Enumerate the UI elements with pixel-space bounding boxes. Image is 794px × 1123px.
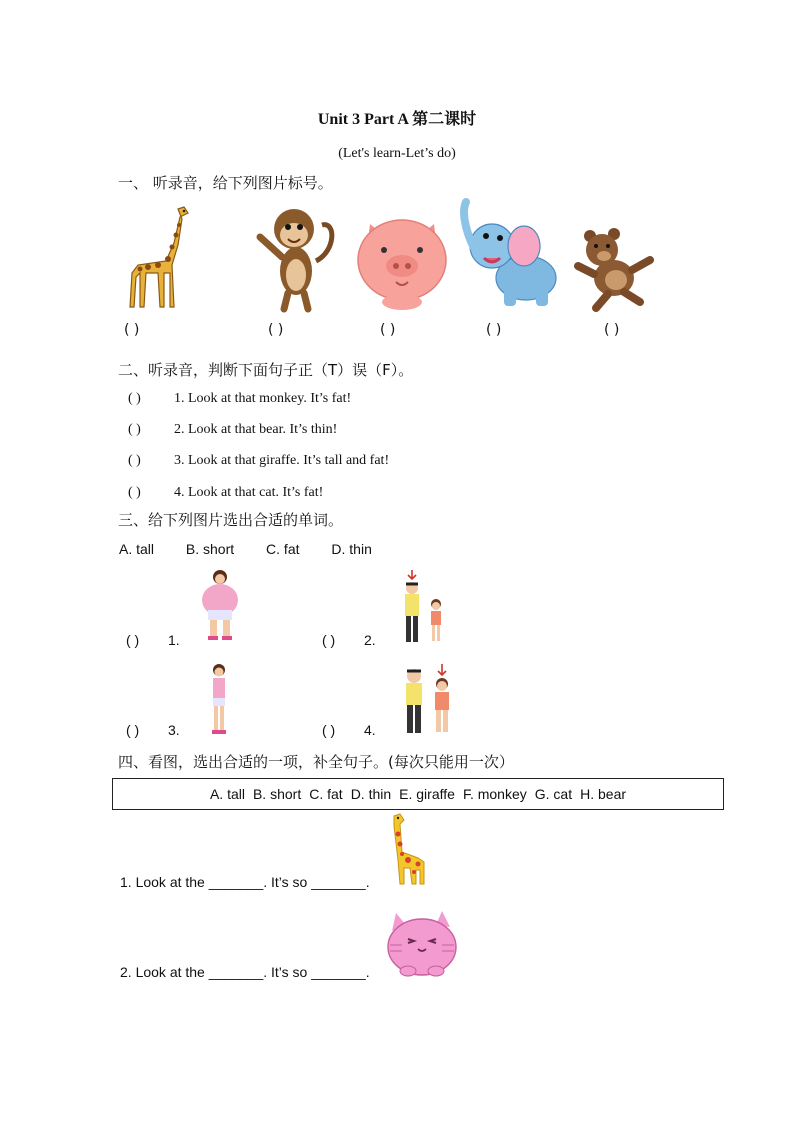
fat-woman-icon	[198, 568, 242, 642]
judge-blank[interactable]: ( )	[128, 391, 141, 406]
fill-sentence-2[interactable]: 2. Look at the _______. It’s so _______.	[120, 964, 370, 980]
word-options	[119, 541, 400, 557]
pig-icon	[356, 210, 448, 312]
cat-icon	[384, 905, 458, 977]
page-subtitle: (Let's learn-Let’s do)	[338, 146, 456, 161]
option: C. fat	[266, 541, 300, 557]
word-bank	[112, 778, 724, 810]
option: A. tall	[119, 541, 155, 557]
judge-sentence: 2. Look at that bear. It’s thin!	[174, 422, 338, 437]
bear-icon	[574, 226, 656, 312]
judge-blank[interactable]: ( )	[128, 485, 141, 500]
animal-blank-1[interactable]: ( )	[124, 322, 140, 338]
section1-heading: 一、 听录音，给下列图片标号。	[118, 174, 333, 192]
section3-heading: 三、给下列图片选出合适的单词。	[118, 511, 344, 529]
option: B. short	[252, 786, 302, 802]
section2-heading: 二、听录音，判断下面句子正（T）误（F）。	[118, 361, 414, 379]
option: E. giraffe	[399, 786, 455, 802]
picture-question	[126, 722, 180, 738]
question-number: 4.	[364, 722, 376, 738]
page-title: Unit 3 Part A 第二课时	[317, 111, 477, 128]
picture-question	[322, 632, 376, 648]
animal-blank-2[interactable]: ( )	[268, 322, 284, 338]
thin-woman-icon	[204, 662, 234, 736]
answer-blank[interactable]: ( )	[322, 632, 336, 648]
animal-blank-5[interactable]: ( )	[604, 322, 620, 338]
tall-short-pair-icon	[398, 570, 450, 646]
judge-item	[128, 422, 337, 438]
tall-short-pair-icon-2	[400, 664, 456, 736]
animal-blank-3[interactable]: ( )	[380, 322, 396, 338]
animal-blank-4[interactable]: ( )	[486, 322, 502, 338]
judge-sentence: 4. Look at that cat. It’s fat!	[174, 485, 324, 500]
elephant-icon	[460, 198, 560, 312]
section4-heading: 四、看图，选出合适的一项，补全句子。(每次只能用一次）	[118, 753, 514, 771]
question-number: 2.	[364, 632, 376, 648]
judge-item	[128, 485, 323, 501]
giraffe-icon	[118, 203, 200, 313]
judge-item	[128, 391, 351, 407]
option: H. bear	[580, 786, 627, 802]
option: C. fat	[309, 786, 343, 802]
answer-blank[interactable]: ( )	[322, 722, 336, 738]
option: B. short	[185, 541, 235, 557]
picture-question	[126, 632, 180, 648]
answer-blank[interactable]: ( )	[126, 632, 140, 648]
judge-blank[interactable]: ( )	[128, 422, 141, 437]
answer-blank[interactable]: ( )	[126, 722, 140, 738]
monkey-icon	[246, 201, 338, 313]
judge-blank[interactable]: ( )	[128, 453, 141, 468]
option: D. thin	[331, 541, 372, 557]
question-number: 1.	[168, 632, 180, 648]
giraffe-icon	[384, 812, 434, 888]
question-number: 3.	[168, 722, 180, 738]
option: G. cat	[534, 786, 573, 802]
judge-item	[128, 453, 389, 469]
judge-sentence: 3. Look at that giraffe. It’s tall and fat!	[174, 453, 390, 468]
option: A. tall	[209, 786, 245, 802]
option: D. thin	[350, 786, 392, 802]
judge-sentence: 1. Look at that monkey. It’s fat!	[174, 391, 352, 406]
fill-sentence-1[interactable]: 1. Look at the _______. It’s so _______.	[120, 874, 370, 890]
option: F. monkey	[462, 786, 527, 802]
picture-question	[322, 722, 376, 738]
